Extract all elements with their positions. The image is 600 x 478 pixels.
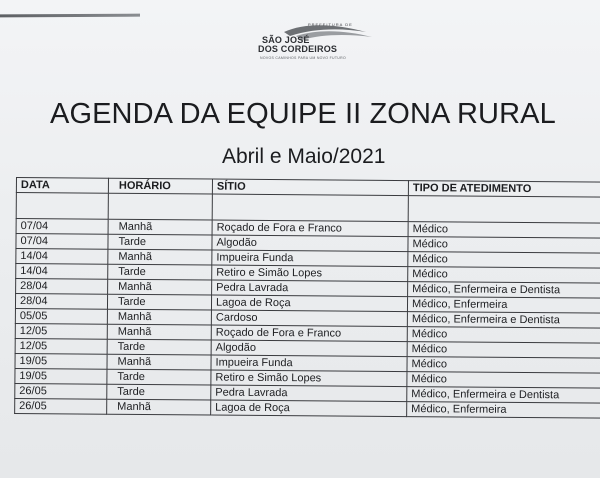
cell-period: Tarde: [107, 369, 211, 385]
cell-period: Manhã: [108, 279, 212, 295]
cell-service: Médico, Enfermeira: [407, 297, 600, 314]
cell-service: Médico: [407, 372, 600, 389]
logo-name: [258, 36, 380, 54]
cell-service: Médico: [407, 342, 600, 359]
cell-period: Tarde: [107, 384, 211, 400]
header-horario: HORÁRIO: [108, 178, 212, 194]
cell-service: Médico: [407, 327, 600, 344]
cell-service: Médico: [408, 252, 600, 269]
cell-date: 14/04: [16, 249, 108, 265]
header-tipo: TIPO DE ATEDIMENTO: [408, 181, 600, 198]
cell-site: Lagoa de Roça: [211, 295, 407, 312]
cell-period: Tarde: [108, 264, 212, 280]
cell-service: Médico: [408, 222, 600, 239]
cell-service: Médico: [408, 267, 600, 284]
page-subtitle: Abril e Maio/2021: [222, 145, 386, 168]
cell-site: Pedra Lavrada: [212, 280, 408, 297]
cell-period: Manhã: [107, 354, 211, 370]
cell-date: 26/05: [15, 398, 107, 414]
cell-site: Lagoa de Roça: [211, 400, 407, 417]
cell-site: Algodão: [211, 340, 407, 357]
cell-date: 28/04: [16, 279, 108, 295]
cell-date: 26/05: [15, 383, 107, 399]
logo-name-line2: DOS CORDEIROS: [258, 44, 338, 54]
prefeitura-logo: [256, 22, 378, 62]
cell-date: 07/04: [16, 234, 108, 250]
cell-period: Manhã: [107, 309, 211, 325]
cell-date: 28/04: [15, 294, 107, 310]
cell-period: Tarde: [107, 294, 211, 310]
cell-date: 12/05: [15, 323, 107, 339]
cell-site: Roçado de Fora e Franco: [211, 325, 407, 342]
cell-service: Médico, Enfermeira e Dentista: [408, 282, 600, 299]
logo-slogan: NOVOS CAMINHOS PARA UM NOVO FUTURO: [260, 56, 346, 60]
header-data: DATA: [16, 178, 108, 194]
cell-site: Cardoso: [211, 310, 407, 327]
cell-date: 07/04: [16, 219, 108, 235]
cell-site: Pedra Lavrada: [211, 385, 407, 402]
cell-service: Médico, Enfermeira: [407, 402, 600, 419]
cell-date: 19/05: [15, 368, 107, 384]
cell-site: Impueira Funda: [211, 355, 407, 372]
cell-date: 19/05: [15, 353, 107, 369]
cell-site: Retiro e Simão Lopes: [211, 370, 407, 387]
cell-service: Médico: [408, 237, 600, 254]
cell-period: Tarde: [108, 234, 212, 250]
cell-service: Médico, Enfermeira e Dentista: [407, 387, 600, 404]
cell-site: Impueira Funda: [212, 250, 408, 267]
cell-site: Retiro e Simão Lopes: [212, 265, 408, 282]
cell-date: 12/05: [15, 338, 107, 354]
cell-period: Manhã: [108, 219, 212, 235]
cell-service: Médico, Enfermeira e Dentista: [407, 312, 600, 329]
logo-top-text: PREFEITURA DE: [308, 22, 353, 27]
page-title: AGENDA DA EQUIPE II ZONA RURAL: [50, 98, 556, 130]
cell-period: Tarde: [107, 339, 211, 355]
cell-service: Médico: [407, 357, 600, 374]
cell-site: Algodão: [212, 235, 408, 252]
pen-mark: [0, 14, 140, 18]
schedule-table: [14, 177, 600, 419]
cell-period: Manhã: [107, 399, 211, 415]
header-sitio: SÍTIO: [212, 179, 408, 196]
cell-period: Manhã: [108, 249, 212, 265]
cell-period: Manhã: [107, 324, 211, 340]
cell-date: 05/05: [15, 308, 107, 324]
cell-site: Roçado de Fora e Franco: [212, 220, 408, 237]
logo-name-line1: SÃO JOSÉ: [262, 35, 310, 45]
cell-date: 14/04: [16, 264, 108, 280]
